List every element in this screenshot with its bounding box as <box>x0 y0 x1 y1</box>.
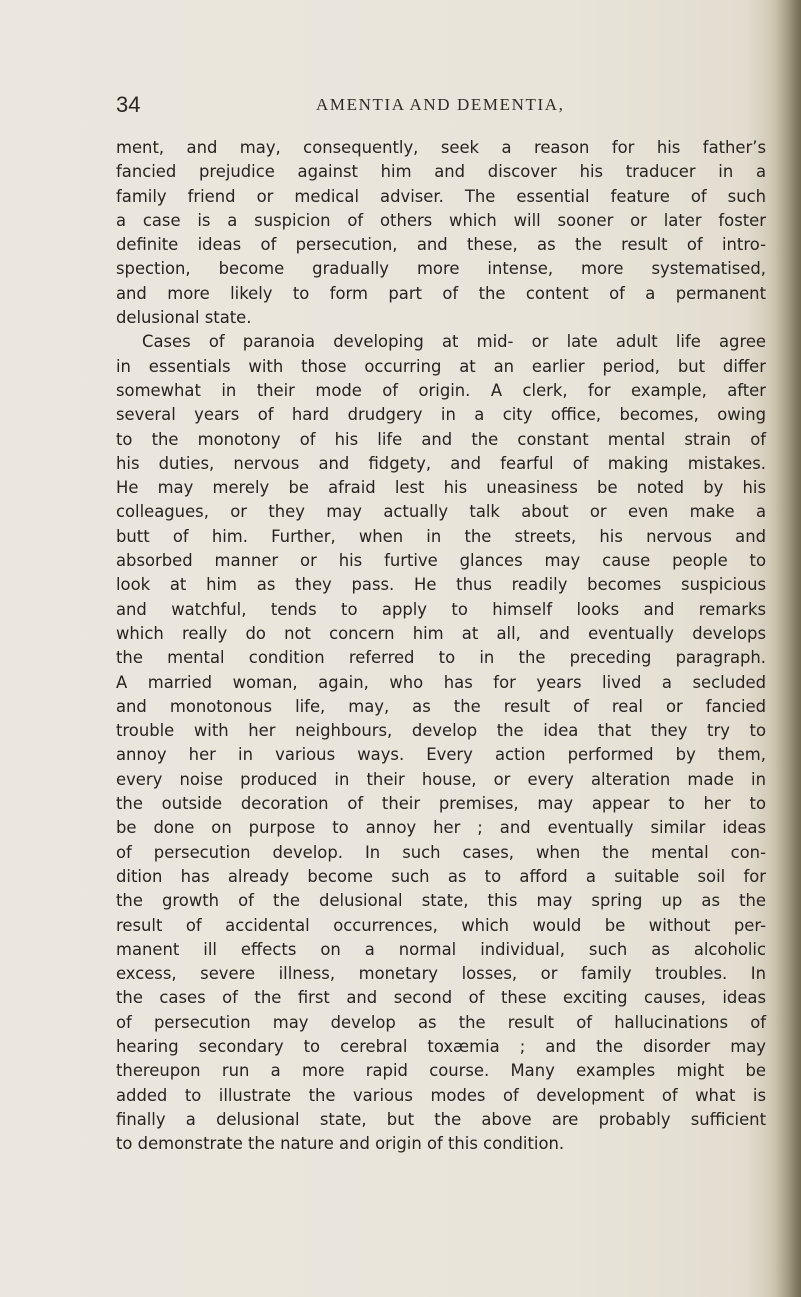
text-line: Cases of paranoia developing at mid- or late adult life agree <box>142 332 766 352</box>
text-line: finally a delusional state, but the above are probably sufficient <box>116 1109 766 1129</box>
text-line: a case is a suspicion of others which will sooner or later foster <box>116 210 766 230</box>
text-line: annoy her in various ways. Every action performed by them, <box>116 745 766 765</box>
text-line: of persecution may develop as the result of hallucinations of <box>116 1012 766 1032</box>
text-line: fancied prejudice against him and discover his traducer in a <box>116 162 766 182</box>
body-text <box>116 136 766 1156</box>
text-line: his duties, nervous and fidgety, and fearful of making mistakes. <box>116 453 766 473</box>
page-edge-shadow <box>770 0 801 1297</box>
text-line: the outside decoration of their premises, may appear to her to <box>116 794 766 814</box>
text-line: spection, become gradually more intense, more systematised, <box>116 259 766 279</box>
text-line: to demonstrate the nature and origin of this condition. <box>116 1134 565 1154</box>
text-line: He may merely be afraid lest his uneasiness be noted by his <box>116 478 766 498</box>
text-line: and monotonous life, may, as the result of real or fancied <box>116 696 766 716</box>
text-line: which really do not concern him at all, and eventually develops <box>116 623 766 643</box>
text-line: and watchful, tends to apply to himself looks and remarks <box>116 599 766 619</box>
text-line: delusional state. <box>116 308 252 328</box>
page-number: 34 <box>116 92 141 117</box>
text-line: somewhat in their mode of origin. A clerk, for example, after <box>116 380 766 400</box>
text-line: colleagues, or they may actually talk about or even make a <box>116 502 766 522</box>
text-line: several years of hard drudgery in a city office, becomes, owing <box>116 405 766 425</box>
text-line: family friend or medical adviser. The essential feature of such <box>116 186 766 206</box>
running-title: AMENTIA AND DEMENTIA, <box>316 95 565 114</box>
text-line: the mental condition referred to in the preceding paragraph. <box>116 648 766 668</box>
text-line: the cases of the first and second of these exciting causes, ideas <box>116 988 766 1008</box>
text-line: of persecution develop. In such cases, when the mental con- <box>116 842 766 862</box>
text-line: definite ideas of persecution, and these, as the result of intro- <box>116 235 766 255</box>
text-line: the growth of the delusional state, this may spring up as the <box>116 891 766 911</box>
text-line: A married woman, again, who has for years lived a secluded <box>116 672 766 692</box>
text-line: butt of him. Further, when in the streets, his nervous and <box>116 526 766 546</box>
page-header <box>116 92 766 120</box>
text-line: and more likely to form part of the content of a permanent <box>116 283 766 303</box>
text-line: added to illustrate the various modes of development of what is <box>116 1085 766 1105</box>
paragraph-1 <box>116 136 766 330</box>
text-line: dition has already become such as to afford a suitable soil for <box>116 866 766 886</box>
text-line: every noise produced in their house, or every alteration made in <box>116 769 766 789</box>
text-line: to the monotony of his life and the constant mental strain of <box>116 429 766 449</box>
text-line: result of accidental occurrences, which would be without per- <box>116 915 766 935</box>
text-line: in essentials with those occurring at an earlier period, but differ <box>116 356 766 376</box>
text-line: trouble with her neighbours, develop the idea that they try to <box>116 721 766 741</box>
text-line: manent ill effects on a normal individual, such as alcoholic <box>116 939 766 959</box>
text-line: hearing secondary to cerebral toxæmia ; and the disorder may <box>116 1036 766 1056</box>
text-line: absorbed manner or his furtive glances may cause people to <box>116 551 766 571</box>
text-line: look at him as they pass. He thus readily becomes suspicious <box>116 575 766 595</box>
text-line: be done on purpose to annoy her ; and eventually similar ideas <box>116 818 766 838</box>
paragraph-2 <box>116 330 766 1156</box>
text-line: ment, and may, consequently, seek a reason for his father’s <box>116 138 766 157</box>
text-line: thereupon run a more rapid course. Many examples might be <box>116 1061 766 1081</box>
text-line: excess, severe illness, monetary losses, or family troubles. In <box>116 964 766 984</box>
